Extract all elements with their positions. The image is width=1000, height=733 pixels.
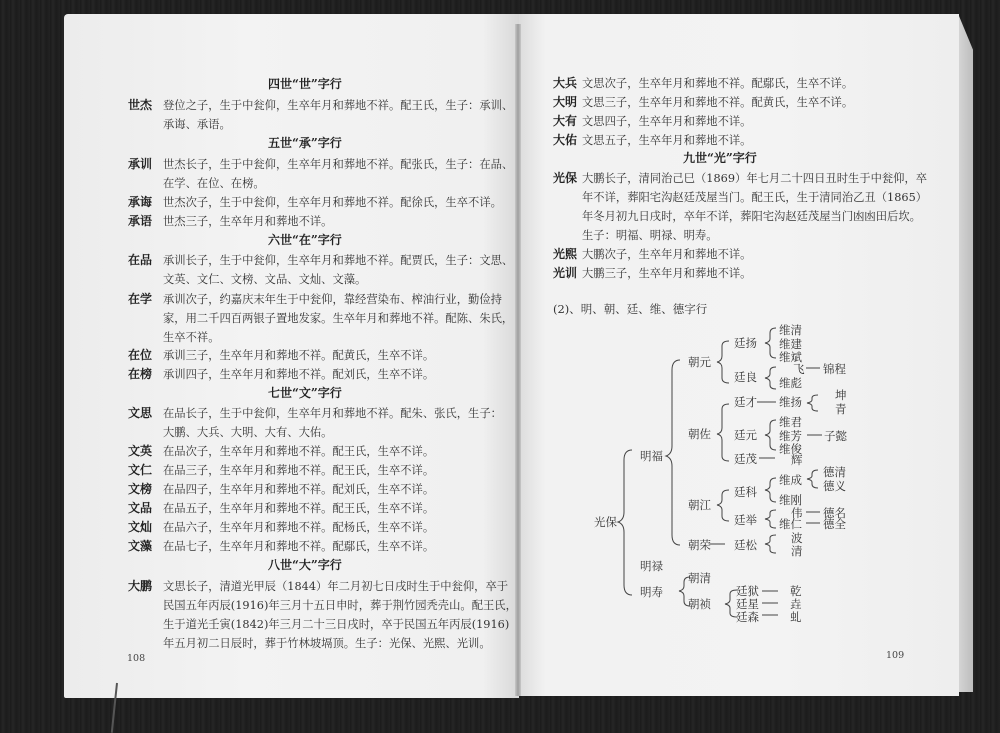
tree-node: 廷星	[736, 597, 759, 611]
tree-node: 维成	[779, 473, 802, 487]
entry-text: 登位之子，生于中瓮仰，生卒年月和葬地不祥。配王氏，生子：承训、	[163, 99, 514, 112]
tree-node: 德全	[823, 517, 846, 531]
entry-text: 生卒不祥。	[163, 331, 220, 344]
tree-node: 飞	[793, 362, 805, 376]
entry-name: 在榜	[128, 367, 153, 381]
entry-text: 在品长子，生于中瓮仰，生卒年月和葬地不祥。配朱、张氏，生子：	[163, 407, 502, 420]
entry-text: 年冬月初九日戌时，卒年不详，葬阳宅沟赵廷茂屋当门凼凼田后坎。	[582, 210, 921, 223]
entry-name: 在学	[128, 292, 153, 306]
tree-node: 垚	[790, 597, 802, 611]
entry-text: 承训四子，生卒年月和葬地不祥。配刘氏，生卒不详。	[163, 368, 435, 381]
entry-text: 世杰长子，生于中瓮仰，生卒年月和葬地不祥。配张氏，生子：在品、	[163, 158, 514, 171]
entry-name: 在位	[128, 348, 153, 362]
entry-name: 文榜	[128, 482, 153, 496]
heading-gen7: 七世“文”字行	[268, 386, 342, 400]
tree-node: 子懿	[824, 429, 847, 443]
entry-name: 文品	[128, 501, 153, 515]
tree-node: 清	[791, 544, 803, 558]
tree-node: 德清	[823, 465, 846, 479]
tree-node: 维斌	[779, 350, 802, 364]
heading-gen6: 六世“在”字行	[268, 233, 342, 247]
entry-name: 大兵	[553, 76, 578, 90]
entry-name: 光熙	[553, 247, 578, 261]
entry-text: 文思长子，清道光甲辰（1844）年二月初七日戌时生于中瓮仰，卒于	[163, 580, 509, 593]
entry-text: 文思五子，生卒年月和葬地不详。	[582, 134, 752, 147]
tree-node: 廷茂	[734, 452, 757, 466]
tree-node: 明寿	[640, 585, 663, 599]
tree-node: 廷才	[734, 395, 757, 409]
tree-node: 廷元	[734, 428, 757, 442]
tree-node: 朝佐	[688, 427, 711, 441]
entry-text: 承训次子，约嘉庆末年生于中瓮仰，靠经营染布、榨油行业，勤俭持	[163, 293, 502, 306]
tree-node: 朝江	[688, 498, 711, 512]
tree-node: 锦程	[823, 362, 846, 376]
tree-node: 维建	[779, 337, 802, 351]
entry-name: 文灿	[128, 520, 153, 534]
tree-node: 廷扬	[734, 336, 757, 350]
entry-text: 民国五年丙辰(1916)年三月十五日申时，葬于荆竹园秃壳山。配王氏，	[163, 599, 517, 612]
tree-node: 维芳	[779, 429, 802, 443]
entry-text: 家，用二千四百两银子置地发家。生卒年月和葬地不祥。配陈、朱氏，	[163, 312, 514, 325]
tree-node: 坤	[835, 388, 847, 402]
entry-text: 生子：明福、明禄、明寿。	[582, 229, 718, 242]
page-number-right: 109	[886, 650, 905, 661]
tree-node: 廷良	[734, 370, 757, 384]
tree-node: 廷狱	[736, 584, 759, 598]
tree-node: 青	[835, 402, 847, 416]
heading-gen5: 五世“承”字行	[268, 136, 342, 150]
entry-text: 大鹏次子，生卒年月和葬地不详。	[582, 248, 752, 261]
entry-text: 大鹏、大兵、大明、大有、大佑。	[163, 426, 333, 439]
entry-text: 世杰三子，生卒年月和葬地不详。	[163, 215, 333, 228]
entry-text: 承训三子，生卒年月和葬地不祥。配黄氏，生卒不详。	[163, 349, 435, 362]
entry-name: 世杰	[128, 98, 153, 112]
entry-name: 文英	[128, 444, 153, 458]
tree-node: 廷松	[734, 538, 757, 552]
tree-node: 廷科	[734, 485, 757, 499]
tree-node: 维扬	[779, 395, 802, 409]
tree-node: 明禄	[640, 559, 663, 573]
tree-node-root: 光保	[594, 515, 617, 529]
entry-text: 年五月初二日辰时，葬于竹林坡塥顶。生子：光保、光熙、光训。	[163, 637, 491, 650]
entry-name: 光训	[553, 266, 578, 280]
tree-node: 维彪	[779, 376, 802, 390]
page-number-left: 108	[127, 653, 146, 664]
entry-text: 承训长子，生于中瓮仰，生卒年月和葬地不祥。配贾氏，生子：文思、	[163, 254, 514, 267]
entry-text: 文思三子，生卒年月和葬地不祥。配黄氏，生卒不详。	[582, 96, 854, 109]
entry-text: 大鹏长子，清同治己巳（1869）年七月二十四日丑时生于中瓮仰，卒	[582, 172, 928, 185]
entry-name: 承训	[128, 157, 153, 171]
entry-name: 文藻	[128, 539, 153, 553]
tree-node: 朝荣	[688, 538, 711, 552]
tree-node: 辉	[791, 453, 803, 467]
entry-text: 在品三子，生卒年月和葬地不祥。配王氏，生卒不详。	[163, 464, 435, 477]
entry-name: 大佑	[553, 133, 578, 147]
entry-text: 在品六子，生卒年月和葬地不祥。配杨氏，生卒不详。	[163, 521, 435, 534]
tree-node: 廷森	[736, 610, 759, 624]
entry-text: 年不详，葬阳宅沟赵廷茂屋当门。配王氏，生于清同治乙丑（1865）	[582, 191, 928, 204]
entry-text: 文思次子，生卒年月和葬地不祥。配鄢氏，生卒不详。	[582, 77, 854, 90]
heading-gen8: 八世“大”字行	[268, 558, 342, 572]
tree-node: 维俊	[779, 442, 802, 456]
tree-node: 朝祯	[688, 597, 711, 611]
entry-text: 生于道光壬寅(1842)年三月二十三日戌时，卒于民国五年丙辰(1916)	[163, 618, 510, 631]
tree-node: 维君	[779, 415, 802, 429]
tree-node: 朝清	[688, 571, 711, 585]
entry-text: 在品四子，生卒年月和葬地不祥。配刘氏，生卒不详。	[163, 483, 435, 496]
entry-text: 在学、在位、在榜。	[163, 177, 265, 190]
entry-name: 文仁	[128, 463, 153, 477]
tree-node: 波	[791, 531, 803, 545]
tree-node: 廷举	[734, 513, 757, 527]
entry-text: 在品次子，生卒年月和葬地不祥。配王氏，生卒不详。	[163, 445, 435, 458]
tree-node: 维刚	[779, 493, 802, 507]
tree-node: 德名	[823, 506, 846, 520]
entry-text: 文英、文仁、文榜、文品、文灿、文藻。	[163, 273, 367, 286]
heading-gen4: 四世“世”字行	[268, 77, 342, 91]
entry-text: 承诲、承语。	[163, 118, 231, 131]
tree-title: (2)、明、朝、廷、维、德字行	[553, 302, 708, 316]
entry-name: 大明	[553, 95, 578, 109]
tree-node: 维清	[779, 323, 802, 337]
entry-name: 文思	[128, 406, 153, 420]
entry-text: 世杰次子，生于中瓮仰，生卒年月和葬地不祥。配徐氏，生卒不详。	[163, 196, 502, 209]
entry-name: 承语	[128, 214, 153, 228]
entry-text: 文思四子，生卒年月和葬地不详。	[582, 115, 752, 128]
tree-node: 虬	[790, 610, 802, 624]
entry-name: 大有	[553, 114, 578, 128]
heading-gen9: 九世“光”字行	[683, 151, 757, 165]
tree-node: 乾	[790, 584, 802, 598]
tree-node: 维仁	[779, 517, 802, 531]
tree-node: 朝元	[688, 355, 711, 369]
entry-text: 大鹏三子，生卒年月和葬地不详。	[582, 267, 752, 280]
entry-name: 承诲	[128, 195, 153, 209]
entry-text: 在品七子，生卒年月和葬地不祥。配鄢氏，生卒不详。	[163, 540, 435, 553]
tree-node: 德义	[823, 479, 846, 493]
entry-text: 在品五子，生卒年月和葬地不祥。配王氏，生卒不详。	[163, 502, 435, 515]
entry-name: 光保	[553, 171, 578, 185]
entry-name: 在品	[128, 253, 153, 267]
entry-name: 大鹏	[128, 579, 153, 593]
tree-node: 明福	[640, 449, 663, 463]
tree-node: 伟	[791, 506, 803, 520]
